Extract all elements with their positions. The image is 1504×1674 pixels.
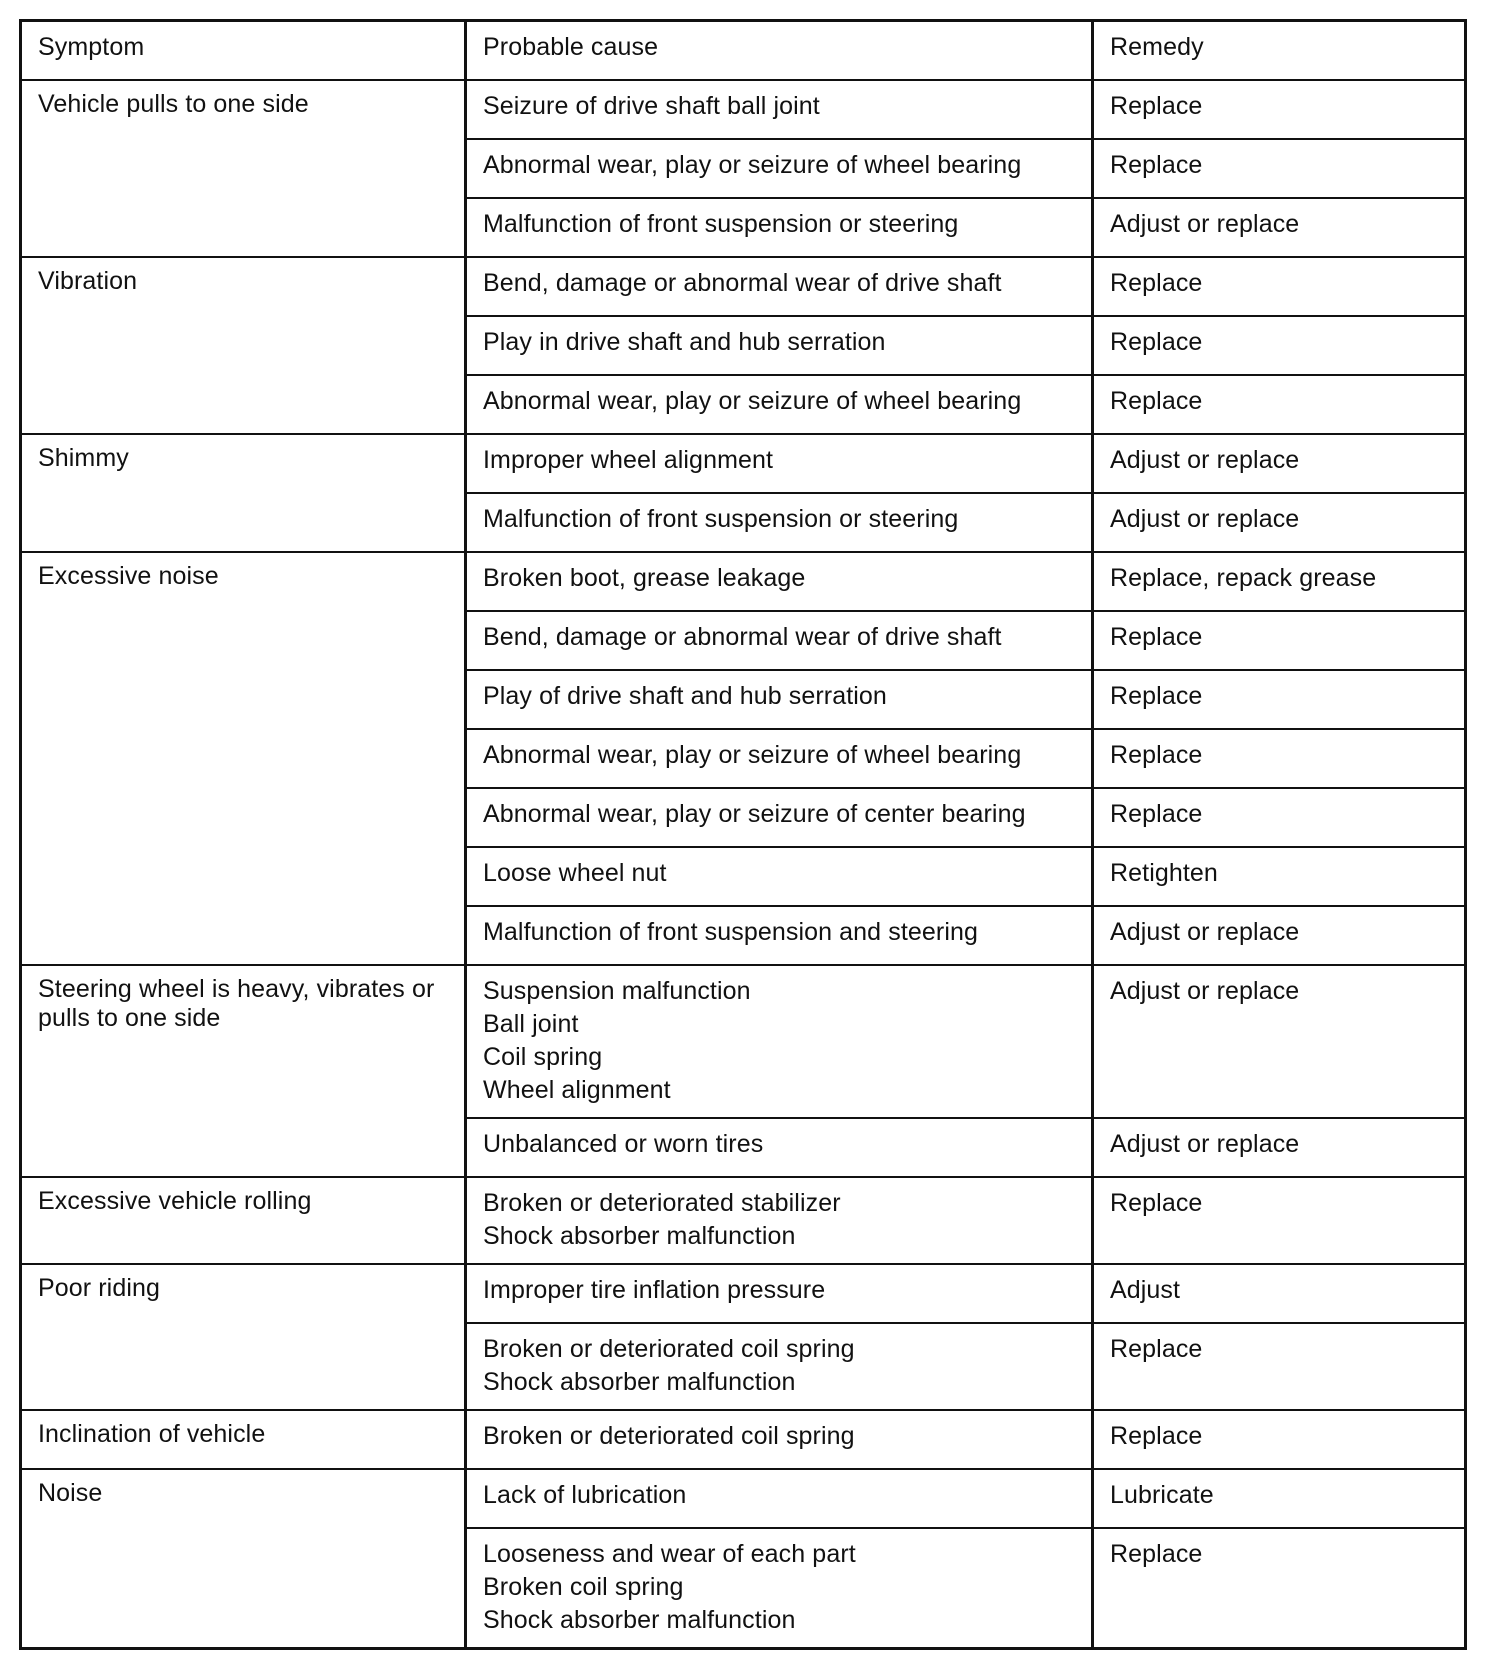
probable-cause-cell: [466, 1264, 1093, 1323]
probable-cause-line: Broken coil spring: [483, 1573, 684, 1601]
remedy-cell: [1093, 1528, 1466, 1649]
symptom-cell: [21, 434, 466, 552]
header-remedy: Remedy: [1093, 21, 1466, 81]
table-row: [21, 80, 1466, 139]
remedy-cell: [1093, 1118, 1466, 1177]
table-row: [21, 1469, 1466, 1528]
remedy-cell: [1093, 552, 1466, 611]
probable-cause-cell: [466, 1410, 1093, 1469]
table-row: [21, 257, 1466, 316]
troubleshooting-table: [19, 19, 1467, 1650]
remedy-cell: [1093, 965, 1466, 1118]
probable-cause-cell: [466, 493, 1093, 552]
table-row: [21, 434, 1466, 493]
probable-cause-line: Unbalanced or worn tires: [483, 1130, 764, 1158]
symptom-cell: [21, 1469, 466, 1649]
remedy-text: Replace: [1110, 623, 1203, 651]
probable-cause-line: Shock absorber malfunction: [483, 1222, 796, 1250]
remedy-cell: [1093, 434, 1466, 493]
probable-cause-cell: [466, 139, 1093, 198]
remedy-cell: [1093, 788, 1466, 847]
probable-cause-line: Broken boot, grease leakage: [483, 564, 806, 592]
remedy-cell: [1093, 729, 1466, 788]
remedy-cell: [1093, 80, 1466, 139]
symptom-cell: [21, 80, 466, 257]
remedy-cell: [1093, 906, 1466, 965]
probable-cause-line: Bend, damage or abnormal wear of drive shaft: [483, 269, 1002, 297]
remedy-cell: [1093, 1323, 1466, 1410]
remedy-cell: [1093, 847, 1466, 906]
probable-cause-line: Shock absorber malfunction: [483, 1606, 796, 1634]
probable-cause-line: Broken or deteriorated coil spring: [483, 1335, 855, 1363]
table-row: [21, 552, 1466, 611]
probable-cause-line: Lack of lubrication: [483, 1481, 687, 1509]
remedy-text: Adjust or replace: [1110, 1130, 1300, 1158]
header-row: [21, 21, 1466, 81]
remedy-text: Replace: [1110, 1335, 1203, 1363]
remedy-cell: [1093, 611, 1466, 670]
probable-cause-cell: [466, 906, 1093, 965]
remedy-text: Replace: [1110, 269, 1203, 297]
remedy-cell: [1093, 375, 1466, 434]
probable-cause-cell: [466, 611, 1093, 670]
probable-cause-line: Broken or deteriorated coil spring: [483, 1422, 855, 1450]
remedy-text: Adjust or replace: [1110, 446, 1300, 474]
probable-cause-cell: [466, 788, 1093, 847]
remedy-text: Replace: [1110, 328, 1203, 356]
probable-cause-line: Shock absorber malfunction: [483, 1368, 796, 1396]
table-row: [21, 965, 1466, 1118]
symptom-cell: [21, 1177, 466, 1264]
remedy-text: Replace: [1110, 800, 1203, 828]
symptom-text: Noise: [38, 1479, 103, 1507]
table-row: [21, 1410, 1466, 1469]
symptom-cell: [21, 965, 466, 1177]
remedy-text: Replace: [1110, 92, 1203, 120]
probable-cause-line: Play of drive shaft and hub serration: [483, 682, 887, 710]
troubleshooting-sheet: [19, 19, 1464, 1650]
remedy-cell: [1093, 1264, 1466, 1323]
probable-cause-cell: [466, 729, 1093, 788]
remedy-cell: [1093, 139, 1466, 198]
probable-cause-line: Abnormal wear, play or seizure of wheel bearing: [483, 151, 1022, 179]
probable-cause-cell: [466, 1118, 1093, 1177]
symptom-text: Excessive vehicle rolling: [38, 1187, 312, 1215]
probable-cause-line: Play in drive shaft and hub serration: [483, 328, 886, 356]
symptom-text: Steering wheel is heavy, vibrates or pulls to one side: [38, 975, 435, 1032]
remedy-cell: [1093, 670, 1466, 729]
symptom-text: Vehicle pulls to one side: [38, 90, 309, 118]
symptom-cell: [21, 552, 466, 965]
probable-cause-cell: [466, 1528, 1093, 1649]
probable-cause-line: Abnormal wear, play or seizure of wheel bearing: [483, 741, 1022, 769]
remedy-text: Adjust or replace: [1110, 505, 1300, 533]
probable-cause-line: Coil spring: [483, 1043, 603, 1071]
remedy-text: Replace: [1110, 151, 1203, 179]
symptom-text: Inclination of vehicle: [38, 1420, 266, 1448]
remedy-cell: [1093, 493, 1466, 552]
probable-cause-cell: [466, 434, 1093, 493]
probable-cause-line: Ball joint: [483, 1010, 579, 1038]
probable-cause-cell: [466, 316, 1093, 375]
remedy-cell: [1093, 198, 1466, 257]
probable-cause-line: Looseness and wear of each part: [483, 1540, 856, 1568]
probable-cause-cell: [466, 1177, 1093, 1264]
remedy-text: Lubricate: [1110, 1481, 1214, 1509]
remedy-text: Adjust or replace: [1110, 977, 1300, 1005]
symptom-cell: [21, 1410, 466, 1469]
probable-cause-cell: [466, 847, 1093, 906]
remedy-cell: [1093, 257, 1466, 316]
symptom-cell: [21, 1264, 466, 1410]
symptom-text: Shimmy: [38, 444, 129, 472]
remedy-text: Replace: [1110, 1540, 1203, 1568]
remedy-text: Adjust: [1110, 1276, 1181, 1304]
probable-cause-cell: [466, 1469, 1093, 1528]
probable-cause-line: Broken or deteriorated stabilizer: [483, 1189, 841, 1217]
probable-cause-line: Abnormal wear, play or seizure of center bearing: [483, 800, 1026, 828]
probable-cause-line: Abnormal wear, play or seizure of wheel bearing: [483, 387, 1022, 415]
probable-cause-cell: [466, 198, 1093, 257]
probable-cause-cell: [466, 257, 1093, 316]
remedy-text: Replace: [1110, 741, 1203, 769]
table-row: [21, 1177, 1466, 1264]
remedy-text: Replace: [1110, 682, 1203, 710]
remedy-cell: [1093, 1177, 1466, 1264]
header-symptom: Symptom: [21, 21, 466, 81]
table-row: [21, 1264, 1466, 1323]
remedy-text: Adjust or replace: [1110, 210, 1300, 238]
probable-cause-line: Malfunction of front suspension or steering: [483, 505, 959, 533]
remedy-text: Replace: [1110, 387, 1203, 415]
probable-cause-cell: [466, 375, 1093, 434]
probable-cause-line: Wheel alignment: [483, 1076, 671, 1104]
probable-cause-line: Suspension malfunction: [483, 977, 751, 1005]
probable-cause-line: Improper tire inflation pressure: [483, 1276, 826, 1304]
probable-cause-line: Improper wheel alignment: [483, 446, 774, 474]
symptom-text: Poor riding: [38, 1274, 160, 1302]
symptom-text: Excessive noise: [38, 562, 219, 590]
table-body: [21, 80, 1466, 1649]
header-probable-cause: Probable cause: [466, 21, 1093, 81]
remedy-text: Replace: [1110, 1189, 1203, 1217]
probable-cause-cell: [466, 1323, 1093, 1410]
probable-cause-line: Loose wheel nut: [483, 859, 667, 887]
symptom-cell: [21, 257, 466, 434]
probable-cause-line: Malfunction of front suspension or steering: [483, 210, 959, 238]
probable-cause-cell: [466, 80, 1093, 139]
probable-cause-line: Seizure of drive shaft ball joint: [483, 92, 820, 120]
remedy-cell: [1093, 316, 1466, 375]
probable-cause-cell: [466, 965, 1093, 1118]
remedy-cell: [1093, 1469, 1466, 1528]
probable-cause-line: Malfunction of front suspension and steering: [483, 918, 978, 946]
symptom-text: Vibration: [38, 267, 138, 295]
probable-cause-line: Bend, damage or abnormal wear of drive shaft: [483, 623, 1002, 651]
remedy-text: Replace: [1110, 1422, 1203, 1450]
remedy-text: Retighten: [1110, 859, 1218, 887]
remedy-text: Adjust or replace: [1110, 918, 1300, 946]
remedy-text: Replace, repack grease: [1110, 564, 1377, 592]
probable-cause-cell: [466, 670, 1093, 729]
remedy-cell: [1093, 1410, 1466, 1469]
probable-cause-cell: [466, 552, 1093, 611]
